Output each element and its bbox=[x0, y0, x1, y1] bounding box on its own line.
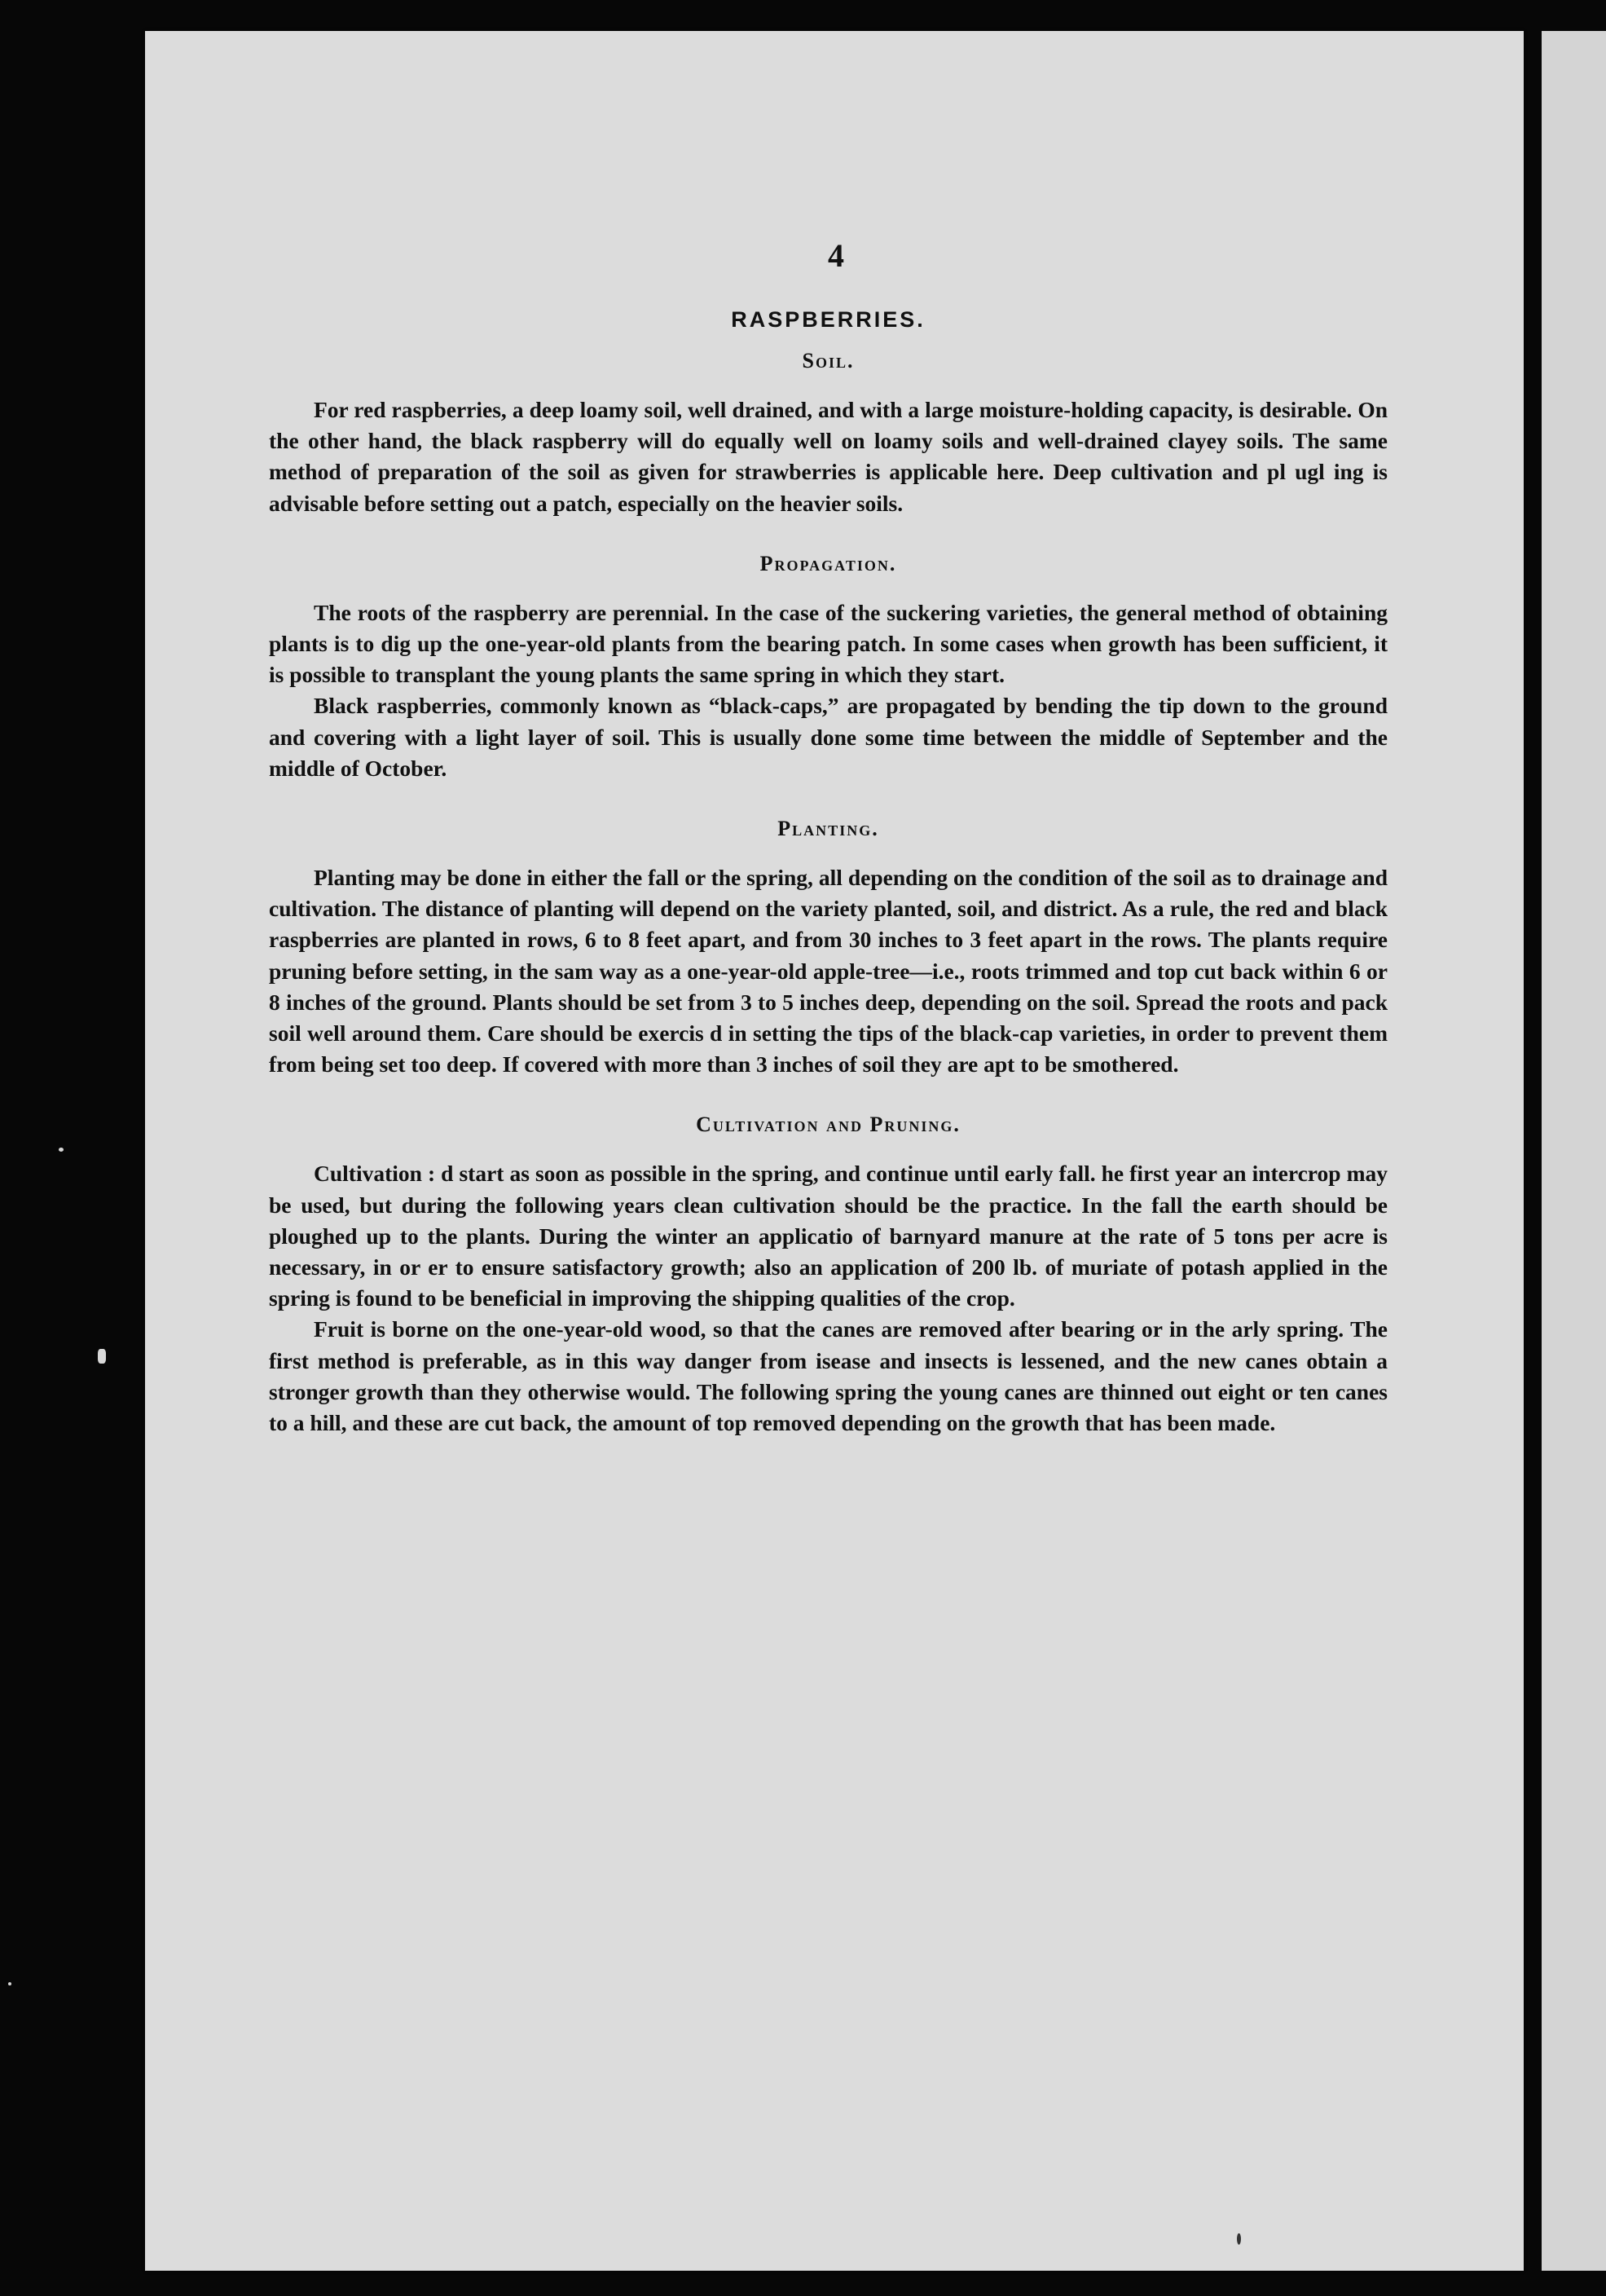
scan-speck bbox=[59, 1148, 64, 1152]
section-heading: Cultivation and Pruning. bbox=[696, 1113, 961, 1137]
section-propagation bbox=[269, 552, 1388, 784]
section-heading: Planting. bbox=[777, 817, 879, 841]
section-planting bbox=[269, 817, 1388, 1080]
paragraph: Cultivation : d start as soon as possible in the spring, and continue until early fall. he first year an intercrop may be used, but during the following years clean cultivation should be the practice. In the fall the earth should be ploughed up to the plants. During the winter an applicatio of barnyard manure at the rate of 5 tons per acre is necessary, in or er to ensure satisfactory growth; also an application of 200 lb. of muriate of potash applied in the spring is found to be beneficial in improving the shipping qualities of the crop. bbox=[269, 1161, 1388, 1311]
paragraph: The roots of the raspberry are perennial. In the case of the suckering varieties, the general method of obtaining plants is to dig up the one-year-old plants from the bearing patch. In some cases when growth has been sufficient, it is possible to transplant the young plants the same spring in which they start. bbox=[269, 599, 1388, 688]
scan-speck bbox=[1237, 2233, 1241, 2245]
scan-speck bbox=[8, 1982, 11, 1985]
document-content bbox=[269, 236, 1388, 1471]
scan-speck bbox=[98, 1349, 106, 1364]
paragraph: Planting may be done in either the fall or the spring, all depending on the condition of the soil as to drainage and cultivation. The distance of planting will depend on the variety planted, soil, and district. As a rule, the red and black raspberries are planted in rows, 6 to 8 feet apart, and from 30 inches to 3 feet apart in the rows. The plants require pruning before setting, in the sam way as a one-year-old apple-tree—i.e., roots trimmed and top cut back within 6 or 8 inches of the ground. Plants should be set from 3 to 5 inches deep, depending on the soil. Spread the roots and pack soil well around them. Care should be exercis d in setting the tips of the black-cap varieties, in order to prevent them from being set too deep. If covered with more than 3 inches of soil they are apt to be smothered. bbox=[269, 865, 1388, 1077]
chapter-title: RASPBERRIES. bbox=[731, 307, 926, 332]
adjacent-page-edge bbox=[1542, 31, 1606, 2271]
section-heading: Propagation. bbox=[759, 551, 897, 575]
paragraph: For red raspberries, a deep loamy soil, well drained, and with a large moisture-holding capacity, is desirable. On the other hand, the black raspberry will do equally well on loamy soils and well-drained clayey soils. The same method of preparation of the soil as given for strawberries is applicable here. Deep cultivation and pl ugl ing is advisable before setting out a patch, especially on the heavier soils. bbox=[269, 397, 1388, 516]
page-number: 4 bbox=[828, 237, 845, 274]
section-soil bbox=[269, 349, 1388, 519]
paragraph: Black raspberries, commonly known as “black-caps,” are propagated by bending the tip down to the ground and covering with a light layer of soil. This is usually done some time between the middle of September and the middle of October. bbox=[269, 693, 1388, 781]
section-cultivation-and-pruning bbox=[269, 1113, 1388, 1439]
section-heading: Soil. bbox=[802, 349, 855, 372]
paragraph: Fruit is borne on the one-year-old wood, so that the canes are removed after bearing or in the arly spring. The first method is preferable, as in this way danger from isease and insects is lessened, and the new canes obtain a stronger growth than they otherwise would. The following spring the young canes are thinned out eight or ten canes to a hill, and these are cut back, the amount of top removed depending on the growth that has been made. bbox=[269, 1316, 1388, 1436]
